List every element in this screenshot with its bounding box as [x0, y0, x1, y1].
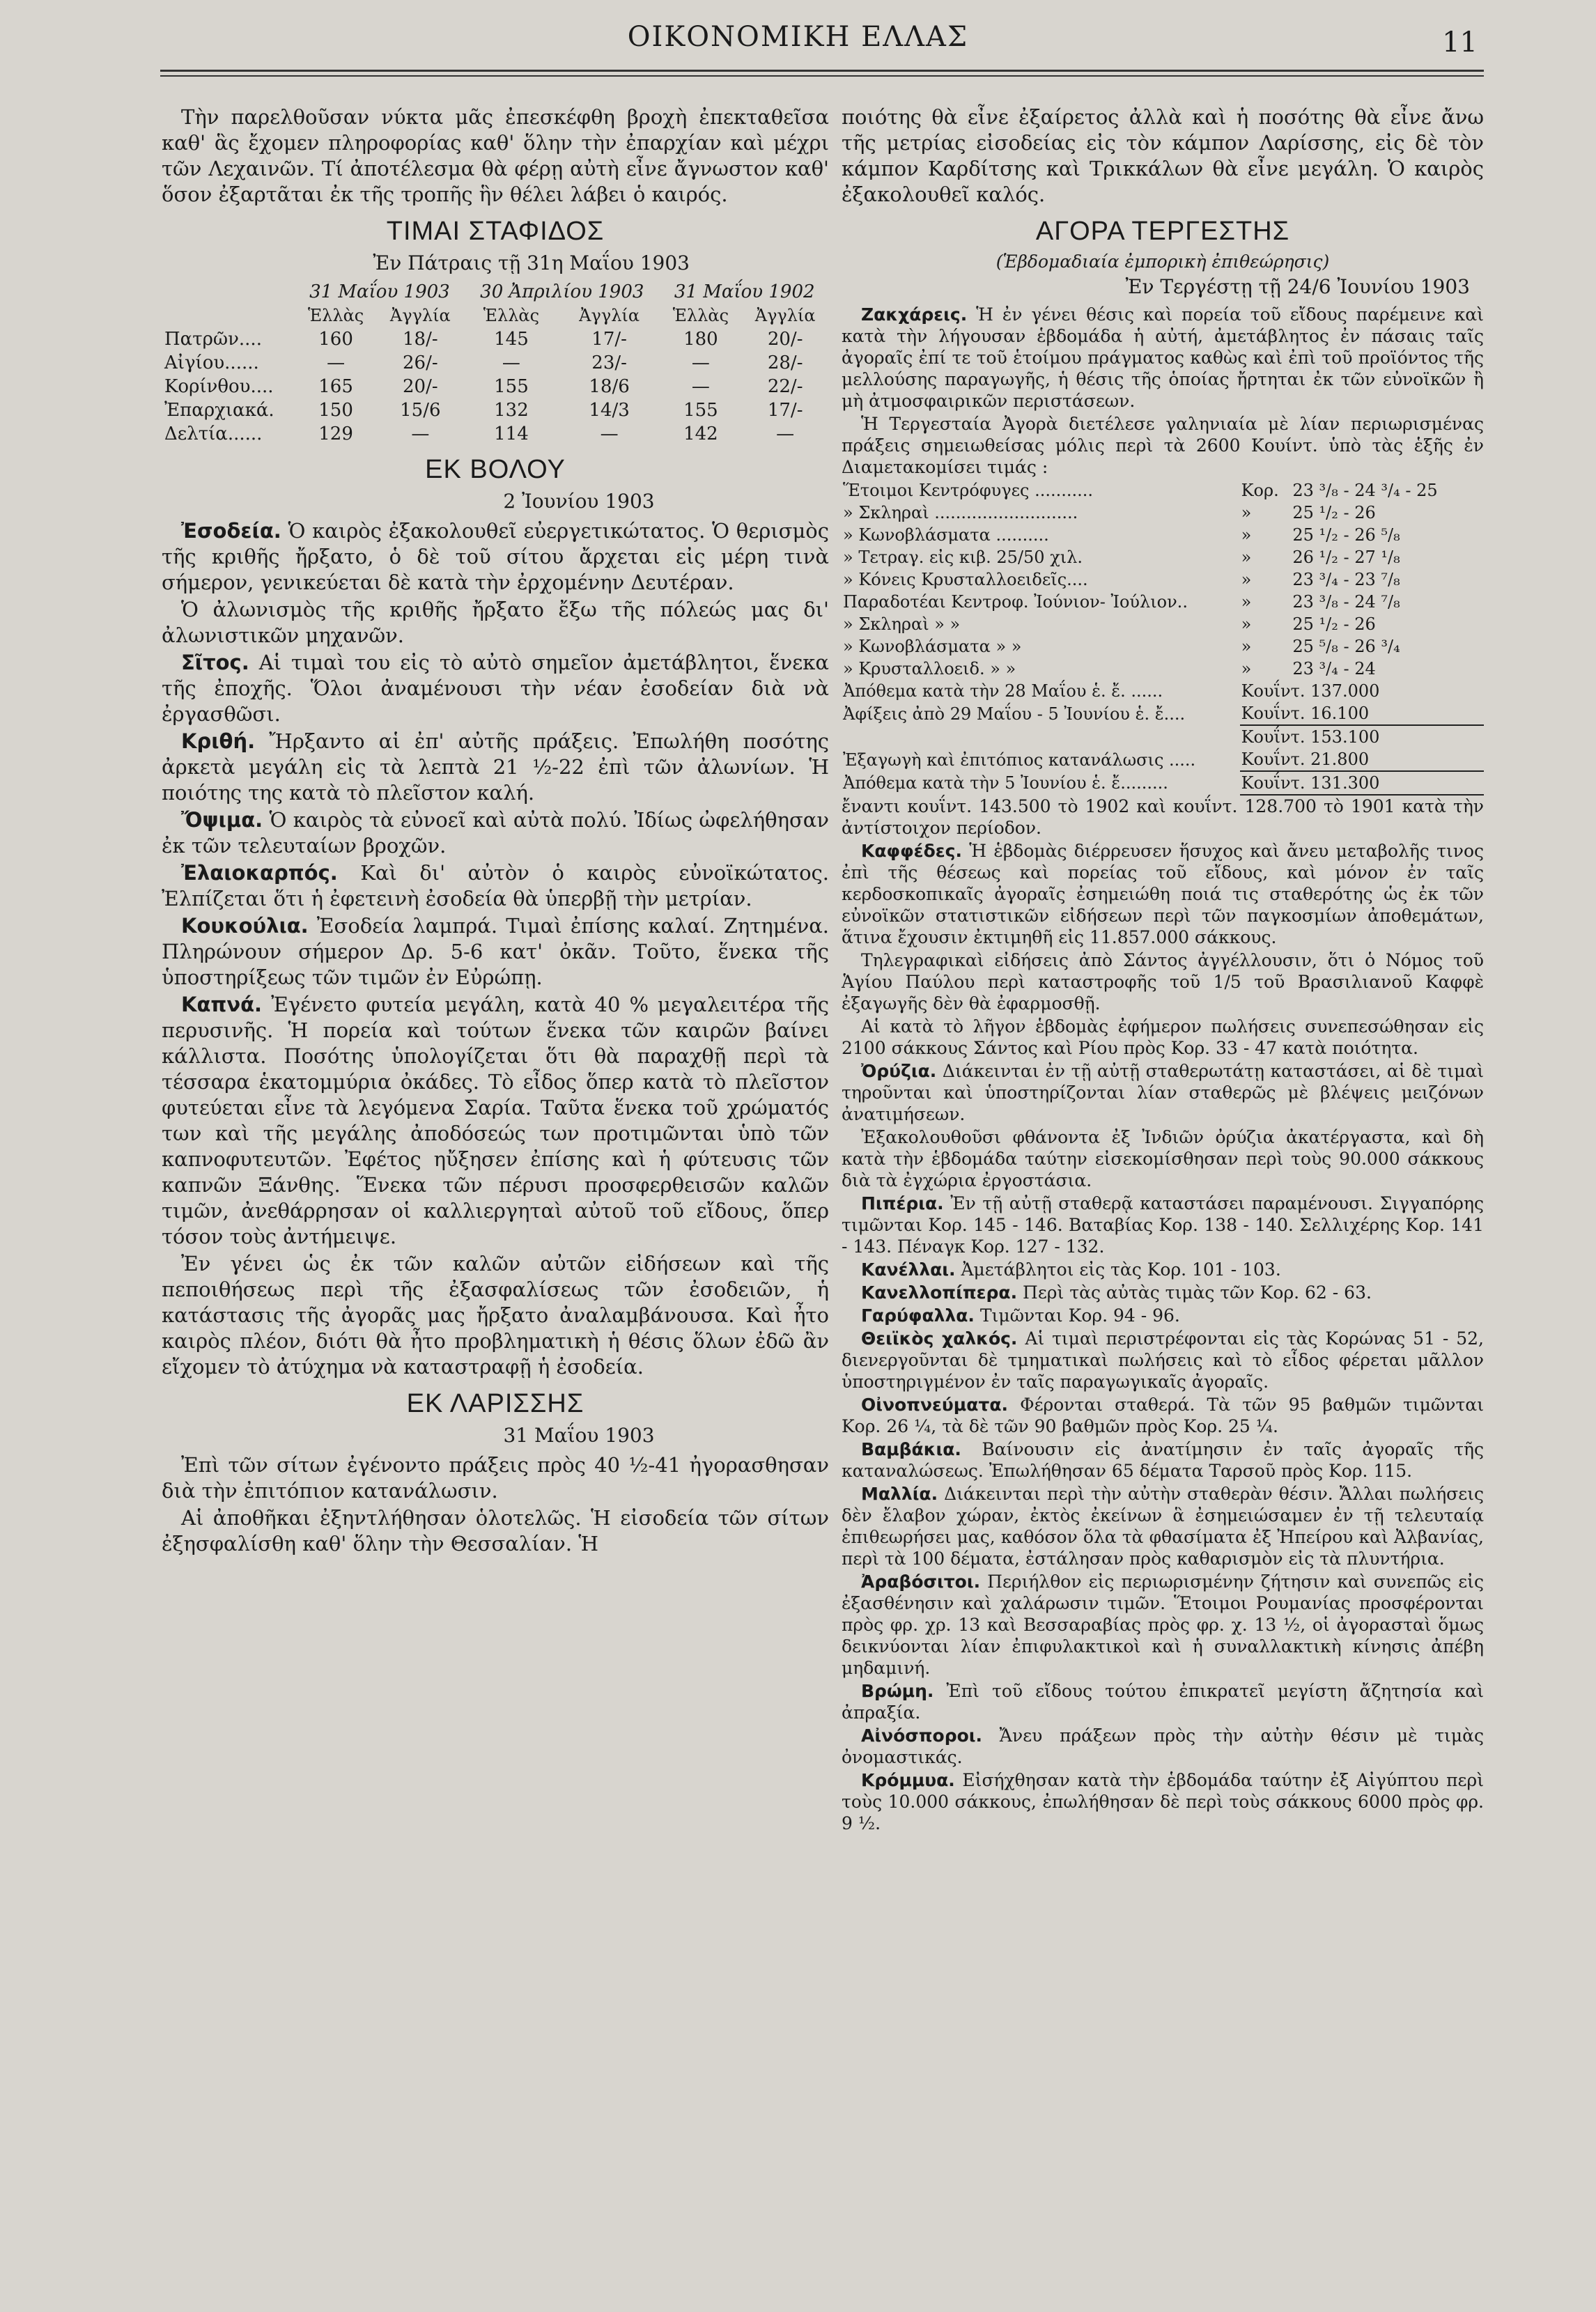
paragraph-lead: Βαμβάκια.	[861, 1439, 961, 1459]
paragraph-text: Ἀμετάβλητοι εἰς τὰς Κορ. 101 - 103.	[955, 1259, 1281, 1280]
cell: 14/3	[589, 400, 630, 421]
col-header: Ἀγγλία	[754, 306, 816, 325]
sugar-paragraph-2: Ἡ Τεργεσταία Ἀγορὰ διετέλεσε γαληνιαία μὲ λίαν περιωρισμένας πράξεις σημειωθείσας μόλις περὶ τὰ 2600 Κουίντ. ὑπὸ τὰς ἑξῆς ἐν Διαμετακομίσει τιμάς :	[842, 414, 1484, 477]
paragraph-text: Αἱ τιμαὶ περιστρέφονται εἰς τὰς Κορώνας 51 - 52, διενεργοῦνται δὲ τμηματικαὶ πωλήσεις καὶ τὸ εἶδος φέρεται μᾶλλον ὑποστηριγμένον ἐν ταῖς παραγωγικαῖς ἀγοραῖς.	[842, 1328, 1484, 1392]
cell: 132	[494, 400, 529, 421]
table-row	[842, 635, 1484, 658]
cell: 20/-	[767, 329, 803, 350]
commodity-paragraph	[842, 1571, 1484, 1679]
col-header: Ἑλλὰς	[672, 306, 729, 325]
volos-paragraph	[162, 992, 829, 1250]
cell: —	[691, 352, 710, 373]
paragraph-text: Ἡ ἐν γένει θέσις καὶ πορεία τοῦ εἴδους παρέμεινε καὶ κατὰ τὴν λήγουσαν ἑβδομάδα ἡ αὐτή, ἀμετάβλητος ἐν πάσαις ταῖς ἀγοραῖς ἐπί τε τοῦ ἑτοίμου πράγματος καθὼς καὶ ἐπὶ τοῦ προϊόντος τῆς μελλούσης παραγωγῆς, ἡ θέσις τῆς ὁποίας ἤρτηται ἐκ τῶν εὐνοϊκῶν ἢ μὴ ἀτμοσφαιρικῶν περιστάσεων.	[842, 304, 1484, 411]
paragraph-text: Βαίνουσιν εἰς ἀνατίμησιν ἐν ταῖς ἀγοραῖς τῆς καταναλώσεως. Ἐπωλήθησαν 65 δέματα Ταρσοῦ πρὸς Κορ. 115.	[842, 1439, 1484, 1481]
row-label: Παραδοτέαι Κεντροφ. Ἰούνιον- Ἰούλιον..	[843, 592, 1188, 612]
sugar-paragraph	[842, 304, 1484, 412]
volos-paragraph	[162, 807, 829, 859]
paragraph-text: Διάκεινται ἐν τῇ αὐτῇ σταθερωτάτῃ καταστάσει, αἱ δὲ τιμαὶ τηροῦνται καὶ ὑποστηρίζονται λίαν σταθερῶς μὲ βλέψεις μειζόνων ἀνατιμήσεων.	[842, 1061, 1484, 1124]
commodity-paragraph	[842, 1438, 1484, 1482]
col-header: Ἑλλὰς	[307, 306, 364, 325]
intro-paragraph: Τὴν παρελθοῦσαν νύκτα μᾶς ἐπεσκέφθη βροχὴ ἐπεκταθεῖσα καθ' ἃς ἔχομεν πληροφορίας καθ' ὅλην τὴν ἐπαρχίαν καὶ μέχρι τῶν Λεχαινῶν. Τί ἀποτέλεσμα θὰ φέρῃ αὐτὴ εἶνε ἄγνωστον καθ' ὅσον ἐξαρτᾶται ἐκ τῆς τροπῆς ἣν θέλει λάβει ὁ καιρός.	[162, 105, 829, 206]
paragraph-text: Ἐξακολουθοῦσι φθάνοντα ἐξ Ἰνδιῶν ὀρύζια ἀκατέργαστα, καὶ δὴ κατὰ τὴν ἑβδομάδα ταύτην εἰσεκομίσθησαν περὶ τοὺς 90.000 σάκκους διὰ τὰ ἐγχώρια ἐργοστάσια.	[842, 1127, 1484, 1190]
paragraph-lead: Καπνά.	[181, 993, 263, 1016]
col-header: Ἑλλὰς	[483, 306, 540, 325]
commodity-paragraph	[842, 1282, 1484, 1303]
agora-title: ΑΓΟΡΑ ΤΕΡΓΕΣΤΗΣ	[1035, 217, 1290, 246]
paragraph-text: Ἐν γένει ὡς ἐκ τῶν καλῶν αὐτῶν εἰδήσεων καὶ τῆς πεποιθήσεως περὶ τῆς ἐξασφαλίσεως τῶν ἐσοδειῶν, ἡ κατάστασις τῆς ἀγορᾶς μας ἤρξατο ἀναλαμβάνουσα. Καὶ ἦτο καιρὸς πλέον, διότι θὰ ἦτο προβληματικὴ ἡ θέσις ὅλων ἐδῶ ἂν εἴχομεν τὸ ἀτύχημα νὰ καταστραφῇ ἡ ἐσοδεία.	[162, 1252, 829, 1379]
table-row	[162, 351, 829, 375]
unit: »	[1241, 548, 1252, 567]
row-label	[842, 725, 1240, 748]
price: 23 ³/₈ - 24 ³/₄ - 25	[1292, 481, 1438, 500]
paragraph-lead: Ὄψιμα.	[181, 808, 263, 832]
price: 25 ¹/₂ - 26	[1292, 614, 1376, 634]
paragraph-lead: Καφφέδες.	[861, 841, 962, 861]
table-row	[162, 327, 829, 351]
stafida-title: ΤΙΜΑΙ ΣΤΑΦΙΔΟΣ	[386, 217, 605, 246]
paragraph-text: Ἐγένετο φυτεία μεγάλη, κατὰ 40 % μεγαλειτέρα τῆς περυσινῆς. Ἡ πορεία καὶ τούτων ἕνεκα τῶν καιρῶν βαίνει κάλλιστα. Ποσότης ὑπολογίζεται ὅτι θὰ παραχθῇ περὶ τὰ τέσσαρα ἑκατομμύρια ὀκάδες. Τὸ εἶδος ὅπερ κατὰ τὸ πλεῖστον φυτεύεται εἶνε τὰ λεγόμενα Σαρία. Ταῦτα ἕνεκα τοῦ χρώματός των καὶ τῆς μεγάλης ἀποδόσεώς των προτιμῶνται ὑπὸ τῶν καπνοφυτευτῶν. Ἐφέτος ηὔξησεν ἐπίσης καὶ ἡ φύτευσις τῶν καπνῶν Ξάνθης. Ἕνεκα τῶν πέρυσι προσφερθεισῶν καλῶν τιμῶν, ἀνεθάρρησαν οἱ καλλιεργηταὶ αὐτοῦ τοῦ εἴδους, ὅπερ τόσον τοὺς ἀντήμειψε.	[162, 993, 829, 1248]
paragraph-text: Ἐσοδεία λαμπρά. Τιμαὶ ἐπίσης καλαί. Ζητημένα. Πληρώνουν σήμερον Δρ. 5-6 κατ' ὀκᾶν. Τοῦτο, ἕνεκα τῆς ὑποστηρίξεως τῶν τιμῶν ἐν Εὐρώπῃ.	[162, 914, 829, 989]
volos-title: ΕΚ ΒΟΛΟΥ	[425, 455, 566, 484]
larissa-paragraph: Αἱ ἀποθῆκαι ἐξηντλήθησαν ὁλοτελῶς. Ἡ εἰσοδεία τῶν σίτων ἐξησφαλίσθη καθ' ὅλην τὴν Θεσσαλίαν. Ἡ	[162, 1506, 829, 1555]
running-head	[0, 21, 1596, 63]
price: 25 ⁵/₈ - 26 ³/₄	[1292, 637, 1400, 656]
paragraph-lead: Κρόμμυα.	[861, 1770, 955, 1790]
volos-paragraph	[162, 913, 829, 991]
unit: »	[1241, 614, 1252, 634]
paragraph-lead: Κουκούλια.	[181, 914, 309, 938]
commodity-paragraph	[842, 1483, 1484, 1569]
paragraph-text: Περιήλθον εἰς περιωρισμένην ζήτησιν καὶ συνεπῶς εἰς ἐξασθένησιν καὶ χαλάρωσιν τιμῶν. Ἕτοιμοι Ρουμανίας προσφέρονται πρὸς φρ. χρ. 13 καὶ Βεσσαραβίας πρὸς φρ. χ. 13 ½, οἱ ἀγορασταὶ ὅμως δεικνύονται λίαν ἐπιφυλακτικοὶ καὶ ἡ συναλλακτικὴ κίνησις ἀπέβη μηδαμινή.	[842, 1572, 1484, 1678]
left-column	[162, 104, 829, 1558]
table-row	[842, 479, 1484, 502]
cell: 145	[494, 329, 529, 350]
table-row	[162, 422, 829, 446]
row-label: Κορίνθου....	[164, 376, 274, 397]
paragraph-text: Ὁ καιρὸς ἐξακολουθεῖ εὐεργετικώτατος. Ὁ θερισμὸς τῆς κριθῆς ἤρξατο, ὁ δὲ τοῦ σίτου ἄρχεται εἰς μέρη τινὰ σήμερον, γενικεύεται δὲ κατὰ τὴν ἐρχομένην Δευτέραν.	[162, 519, 829, 594]
paragraph-text: Ἐν τῇ αὐτῇ σταθερᾷ καταστάσει παραμένουσι. Σιγγαπόρης τιμῶνται Κορ. 145 - 146. Βαταβίας Κορ. 138 - 140. Σελλιχέρης Κορ. 141 - 143. Πέναγκ Κορ. 127 - 132.	[842, 1193, 1484, 1257]
cell: 22/-	[767, 376, 803, 397]
volos-paragraph	[162, 729, 829, 806]
table-row	[842, 613, 1484, 635]
date-header: 31 Μαΐου 1902	[674, 281, 815, 302]
paragraph-text: Εἰσήχθησαν κατὰ τὴν ἑβδομάδα ταύτην ἐξ Αἰγύπτου περὶ τοὺς 10.000 σάκκους, ἐπωλήθησαν δὲ περὶ τοὺς σάκκους 6000 πρὸς φρ. 9 ½.	[842, 1770, 1484, 1833]
row-label: » Κρυσταλλοειδ. » »	[843, 659, 1016, 678]
quantity: Κουΐντ. 21.800	[1240, 748, 1484, 771]
volos-paragraph	[162, 650, 829, 727]
cell: 180	[683, 329, 718, 350]
commodity-paragraph	[842, 1193, 1484, 1257]
unit: »	[1241, 659, 1252, 678]
table-row	[842, 725, 1484, 748]
cell: 28/-	[767, 352, 803, 373]
cell: 155	[494, 376, 529, 397]
paragraph-lead: Πιπέρια.	[861, 1193, 944, 1213]
commodity-paragraph	[842, 840, 1484, 948]
paragraph-lead: Σῖτος.	[181, 651, 249, 674]
header-rule-thin	[160, 75, 1484, 77]
table-row	[842, 568, 1484, 591]
stock-note: ἔναντι κουΐντ. 143.500 τὸ 1902 καὶ κουΐντ. 128.700 τὸ 1901 κατὰ τὴν ἀντίστοιχον περίοδον.	[842, 796, 1484, 838]
date-header: 31 Μαΐου 1903	[309, 281, 450, 302]
row-label: Ἀφίξεις ἀπὸ 29 Μαΐου - 5 Ἰουνίου ἑ. ἔ....	[843, 704, 1186, 724]
row-label: » Σκληραὶ ...........................	[843, 503, 1078, 522]
cell: 15/6	[400, 400, 441, 421]
page-number: 11	[1442, 26, 1478, 59]
commodity-list	[842, 840, 1484, 1834]
price: 23 ³/₈ - 24 ⁷/₈	[1292, 592, 1400, 612]
paragraph-lead: Βρώμη.	[861, 1681, 934, 1701]
price: 23 ³/₄ - 24	[1292, 659, 1376, 678]
commodity-paragraph	[842, 1680, 1484, 1723]
paragraph-text: Αἱ τιμαὶ του εἰς τὸ αὐτὸ σημεῖον ἀμετάβλητοι, ἕνεκα τῆς ἐποχῆς. Ὅλοι ἀναμένουσι τὴν νέαν ἐσοδείαν διὰ νὰ ἐργασθῶσι.	[162, 651, 829, 726]
header-rule	[160, 70, 1484, 72]
agora-subtitle: (Ἑβδομαδιαία ἐμπορικὴ ἐπιθεώρησις)	[995, 251, 1330, 272]
paragraph-lead: Ζακχάρεις.	[861, 304, 968, 325]
volos-paragraph	[162, 1251, 829, 1380]
row-label: Ἀπόθεμα κατὰ τὴν 28 Μαΐου ἑ. ἔ. ......	[843, 681, 1163, 701]
agora-dateline: Ἐν Τεργέστῃ τῇ 24/6 Ἰουνίου 1903	[1125, 275, 1470, 298]
paragraph-text: Ἄνευ πράξεων πρὸς τὴν αὐτὴν θέσιν μὲ τιμὰς ὀνομαστικάς.	[842, 1725, 1484, 1767]
paragraph-lead: Ἐλαιοκαρπός.	[181, 861, 338, 885]
row-label: Ἕτοιμοι Κεντρόφυγες ...........	[843, 481, 1094, 500]
price: 26 ¹/₂ - 27 ¹/₈	[1292, 548, 1400, 567]
date-header: 30 Ἀπριλίου 1903	[480, 281, 644, 302]
row-label: Πατρῶν....	[164, 329, 262, 350]
cell: 18/-	[403, 329, 438, 350]
cell: —	[411, 424, 430, 444]
larissa-paragraph: Ἐπὶ τῶν σίτων ἐγένοντο πράξεις πρὸς 40 ½-41 ἠγορασθησαν διὰ τὴν ἐπιτόπιον κατανάλωσιν.	[162, 1453, 829, 1503]
cell: —	[776, 424, 795, 444]
stock-table	[842, 680, 1484, 796]
row-label: » Σκληραὶ » »	[843, 614, 961, 634]
paragraph-text: Καὶ δι' αὐτὸν ὁ καιρὸς εὐνοϊκώτατος. Ἐλπίζεται ὅτι ἡ ἐφετεινὴ ἐσοδεία θὰ ὑπερβῇ τὴν μετρίαν.	[162, 861, 829, 910]
commodity-paragraph	[842, 1060, 1484, 1125]
cell: 150	[318, 400, 353, 421]
paragraph-lead: Ἀραβόσιτοι.	[861, 1572, 981, 1592]
paragraph-text: Αἱ κατὰ τὸ λῆγον ἑβδομὰς ἐφήμερον πωλήσεις συνεπεσώθησαν εἰς 2100 σάκκους Σάντος καὶ Ρίου πρὸς Κορ. 33 - 47 κατὰ ποιότητα.	[842, 1016, 1484, 1058]
paragraph-lead: Κανελλοπίπερα.	[861, 1282, 1018, 1303]
row-label: » Τετραγ. εἰς κιβ. 25/50 χιλ.	[843, 548, 1083, 567]
unit: »	[1241, 637, 1252, 656]
paragraph-text: Διάκεινται περὶ τὴν αὐτὴν σταθερὰν θέσιν. Ἄλλαι πωλήσεις δὲν ἔλαβον χώραν, ἐκτὸς ἐκείνων ἃ ἐσημειώσαμεν ἐν τῇ τελευταίᾳ ἐπιθεωρήσει μας, καθόσον ὅλα τὰ φθασίματα ἐξ Ἠπείρου καὶ Ἀλβανίας, περὶ τὰ 100 δέματα, ἐστάλησαν πρὸς καθαρισμὸν εἰς τὰ πλυντήρια.	[842, 1484, 1484, 1569]
paragraph-text: Ἤρξαντο αἱ ἐπ' αὐτῆς πράξεις. Ἐπωλήθη ποσότης ἀρκετὰ μεγάλη εἰς τὰ λεπτὰ 21 ½-22 ἐπὶ τῶν ἀλωνίων. Ἡ ποιότης της κατὰ τὸ πλεῖστον καλή.	[162, 729, 829, 805]
row-label: Ἐξαγωγὴ καὶ ἐπιτόπιος κατανάλωσις .....	[843, 750, 1196, 770]
table-row	[842, 680, 1484, 702]
unit: »	[1241, 570, 1252, 589]
unit: »	[1241, 503, 1252, 522]
table-row	[842, 658, 1484, 680]
cell: 20/-	[403, 376, 438, 397]
country-header-row	[162, 304, 829, 327]
unit: Κορ.	[1241, 481, 1279, 500]
cell: 129	[318, 424, 353, 444]
unit: »	[1241, 592, 1252, 612]
cell: —	[691, 376, 710, 397]
paragraph-lead: Ὀρύζια.	[861, 1061, 937, 1081]
paragraph-lead: Θειϊκὸς χαλκός.	[861, 1328, 1018, 1349]
row-label: » Κόνεις Κρυσταλλοειδεῖς....	[843, 570, 1088, 589]
table-row	[842, 524, 1484, 546]
stafida-price-table	[162, 280, 829, 446]
cell: 17/-	[591, 329, 627, 350]
cell: 26/-	[403, 352, 438, 373]
table-row	[842, 702, 1484, 725]
paragraph-text: Περὶ τὰς αὐτὰς τιμὰς τῶν Κορ. 62 - 63.	[1017, 1282, 1372, 1303]
row-label: Δελτία......	[164, 424, 263, 444]
paragraph-lead: Οἰνοπνεύματα.	[861, 1395, 1008, 1415]
table-row	[842, 771, 1484, 795]
sugar-price-table	[842, 479, 1484, 680]
row-label: » Κωνοβλάσματα ..........	[843, 525, 1049, 545]
table-row	[842, 591, 1484, 613]
paragraph-text: Τηλεγραφικαὶ εἰδήσεις ἀπὸ Σάντος ἀγγέλλουσιν, ὅτι ὁ Νόμος τοῦ Ἁγίου Παύλου περὶ καταστροφῆς τοῦ 1/5 τοῦ Βρασιλιανοῦ Καφφὲ ἐξαγωγῆς δὲν θὰ ἐφαρμοσθῇ.	[842, 950, 1484, 1014]
volos-paragraph	[162, 860, 829, 912]
price: 25 ¹/₂ - 26 ⁵/₈	[1292, 525, 1400, 545]
commodity-paragraph	[842, 1259, 1484, 1280]
commodity-paragraph	[842, 949, 1484, 1014]
cell: —	[600, 424, 619, 444]
right-column	[842, 104, 1484, 1836]
paragraph-text: Τιμῶνται Κορ. 94 - 96.	[974, 1305, 1180, 1326]
commodity-paragraph	[842, 1394, 1484, 1437]
cell: 165	[318, 376, 353, 397]
commodity-paragraph	[842, 1016, 1484, 1059]
volos-paragraph	[162, 518, 829, 596]
paragraph-text: Ὁ ἀλωνισμὸς τῆς κριθῆς ἤρξατο ἔξω τῆς πόλεώς μας δι' ἀλωνιστικῶν μηχανῶν.	[162, 598, 829, 647]
volos-dateline: 2 Ἰουνίου 1903	[503, 490, 655, 513]
unit: »	[1241, 525, 1252, 545]
quantity: Κουΐντ. 153.100	[1241, 727, 1380, 747]
col-header: Ἀγγλία	[579, 306, 640, 325]
paragraph-text: Ἐπὶ τοῦ εἴδους τούτου ἐπικρατεῖ μεγίστη ἄζητησία καὶ ἀπραξία.	[842, 1681, 1484, 1723]
commodity-paragraph	[842, 1769, 1484, 1834]
quantity: Κουΐντ. 131.300	[1240, 771, 1484, 795]
table-row	[842, 502, 1484, 524]
date-header-row	[162, 280, 829, 304]
larissa-dateline: 31 Μαΐου 1903	[503, 1424, 655, 1447]
commodity-paragraph	[842, 1328, 1484, 1392]
row-label: Ἐπαρχιακά.	[164, 400, 274, 421]
table-row	[162, 398, 829, 422]
paragraph-lead: Ἐσοδεία.	[181, 519, 281, 543]
table-row	[842, 748, 1484, 771]
table-row	[162, 375, 829, 398]
cell: —	[502, 352, 520, 373]
paragraph-lead: Αἰνόσποροι.	[861, 1725, 983, 1746]
commodity-paragraph	[842, 1725, 1484, 1768]
larissa-title: ΕΚ ΛΑΡΙΣΣΗΣ	[406, 1389, 584, 1418]
row-label: Ἀπόθεμα κατὰ τὴν 5 Ἰουνίου ἑ. ἔ.........	[843, 773, 1168, 793]
paragraph-lead: Κανέλλαι.	[861, 1259, 956, 1280]
cell: 114	[494, 424, 529, 444]
paragraph-text: Ἡ ἑβδομὰς διέρρευσεν ἥσυχος καὶ ἄνευ μεταβολῆς τινος ἐπὶ τῆς θέσεως καὶ πορείας τοῦ εἴδους, καὶ μόνον ἐν ταῖς κερδοσκοπικαῖς ἀγοραῖς ἐσημειώθη ποιά τις σταθερότης ὡς ἐκ τῶν εὐνοϊκῶν στατιστικῶν εἰδήσεων περὶ τῶν παγκοσμίων ἀποθεμάτων, ἅτινα ἔχουσιν ἐκτιμηθῆ εἰς 11.857.000 σάκκους.	[842, 841, 1484, 947]
quantity: Κουΐντ. 137.000	[1241, 681, 1380, 701]
cell: 17/-	[767, 400, 803, 421]
row-label: Αἰγίου......	[164, 352, 259, 373]
continued-paragraph: ποιότης θὰ εἶνε ἐξαίρετος ἀλλὰ καὶ ἡ ποσότης θὰ εἶνε ἄνω τῆς μετρίας εἰσοδείας εἰς τὸν κάμπον Λαρίσσης, εἰς δὲ τὸν κάμπον Καρδίτσης καὶ Τρικκάλων θὰ εἶνε μεγάλη. Ὁ καιρὸς ἐξακολουθεῖ καλός.	[842, 105, 1484, 206]
running-title: ΟΙΚΟΝΟΜΙΚΗ ΕΛΛΑΣ	[627, 21, 969, 53]
col-header: Ἀγγλία	[389, 306, 451, 325]
cell: —	[327, 352, 346, 373]
cell: 23/-	[591, 352, 627, 373]
volos-paragraph	[162, 597, 829, 649]
table-row	[842, 546, 1484, 568]
price: 25 ¹/₂ - 26	[1292, 503, 1376, 522]
cell: 18/6	[589, 376, 630, 397]
paragraph-text: Φέρονται σταθερά. Τὰ τῶν 95 βαθμῶν τιμῶνται Κορ. 26 ¼, τὰ δὲ τῶν 90 βαθμῶν πρὸς Κορ. 25 ¼.	[842, 1395, 1484, 1436]
cell: 142	[683, 424, 718, 444]
stafida-dateline: Ἐν Πάτραις τῇ 31η Μαΐου 1903	[373, 251, 690, 274]
commodity-paragraph	[842, 1305, 1484, 1326]
paragraph-lead: Μαλλία.	[861, 1484, 938, 1504]
paragraph-lead: Κριθή.	[181, 729, 256, 753]
paragraph-text: Ὁ καιρὸς τὰ εὐνοεῖ καὶ αὐτὰ πολύ. Ἰδίως ὠφελήθησαν ἐκ τῶν τελευταίων βροχῶν.	[162, 808, 829, 858]
price: 23 ³/₄ - 23 ⁷/₈	[1292, 570, 1400, 589]
row-label: » Κωνοβλάσματα » »	[843, 637, 1022, 656]
cell: 160	[318, 329, 353, 350]
commodity-paragraph	[842, 1126, 1484, 1191]
cell: 155	[683, 400, 718, 421]
quantity: Κουΐντ. 16.100	[1240, 702, 1484, 725]
paragraph-lead: Γαρύφαλλα.	[861, 1305, 975, 1326]
